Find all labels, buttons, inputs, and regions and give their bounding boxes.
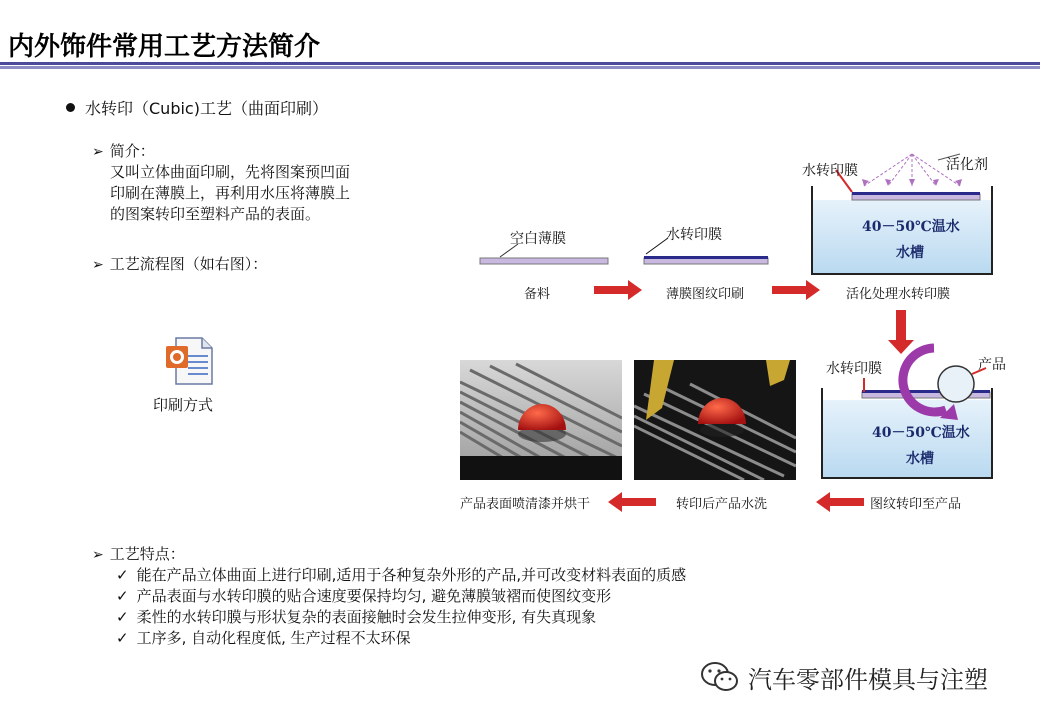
blank-film <box>480 258 608 264</box>
printed-film-leader <box>646 238 668 254</box>
tank1-temperature: 40－50℃温水 <box>862 219 960 235</box>
tank1-name: 水槽 <box>896 245 924 261</box>
intro-text <box>110 162 350 225</box>
bullet-icon <box>66 103 75 112</box>
arrow-step2-to-step3 <box>772 280 820 300</box>
arrow-step5-to-step6 <box>608 492 656 512</box>
blank-film-label: 空白薄膜 <box>510 231 566 247</box>
feature-text: 工序多, 自动化程度低, 生产过程不太环保 <box>136 629 411 647</box>
product-label: 产品 <box>978 357 1006 373</box>
check-icon: ✓ <box>116 587 129 605</box>
page-title: 内外饰件常用工艺方法简介 <box>8 32 321 62</box>
transfer-film-label: 水转印膜 <box>826 361 882 377</box>
step-label: 图纹转印至产品 <box>870 497 962 512</box>
watermark-text: 汽车零部件模具与注塑 <box>748 666 988 694</box>
step-label: 产品表面喷清漆并烘干 <box>460 497 591 512</box>
embedded-file-label[interactable]: 印刷方式 <box>153 396 214 414</box>
arrow-step3-to-step4 <box>888 310 914 354</box>
printed-film-label: 水转印膜 <box>666 227 722 243</box>
arrowhead-bullet-icon: ➢ <box>92 144 104 160</box>
product-washing-photo <box>634 360 796 480</box>
activation-film-label: 水转印膜 <box>802 163 858 179</box>
activator-label: 活化剂 <box>946 157 988 173</box>
wechat-logo-icon <box>700 660 740 694</box>
section-heading <box>66 96 328 119</box>
step-label: 薄膜图纹印刷 <box>666 287 745 302</box>
feature-item <box>116 628 686 649</box>
tank2-name: 水槽 <box>906 451 934 467</box>
features-heading-text: 工艺特点： <box>109 545 185 563</box>
check-icon: ✓ <box>116 608 129 626</box>
check-icon: ✓ <box>116 566 129 584</box>
section-heading-text: 水转印（Cubic)工艺（曲面印刷） <box>85 99 328 118</box>
intro-heading <box>92 140 155 161</box>
feature-text: 产品表面与水转印膜的贴合速度要保持均匀, 避免薄膜皱褶而使图纹变形 <box>136 587 612 605</box>
intro-line: 又叫立体曲面印刷，先将图案预凹面 <box>110 163 351 181</box>
flow-heading-text: 工艺流程图（如右图）： <box>109 255 268 273</box>
activator-drops <box>862 179 962 186</box>
intro-line: 的图案转印至塑料产品的表面。 <box>110 205 321 223</box>
feature-text: 能在产品立体曲面上进行印刷,适用于各种复杂外形的产品,并可改变材料表面的质感 <box>136 566 687 584</box>
product-on-conveyor-photo <box>460 360 622 480</box>
features-heading <box>92 543 185 564</box>
step-label: 活化处理水转印膜 <box>846 287 951 302</box>
flow-heading <box>92 253 267 274</box>
feature-text: 柔性的水转印膜与形状复杂的表面接触时会发生拉伸变形, 有失真现象 <box>136 608 597 626</box>
feature-item <box>116 565 686 586</box>
features-list <box>116 565 686 649</box>
embedded-ppt-file-icon[interactable] <box>164 336 216 386</box>
check-icon: ✓ <box>116 629 129 647</box>
printed-pattern-layer <box>644 256 768 259</box>
feature-item <box>116 607 686 628</box>
arrowhead-bullet-icon: ➢ <box>92 257 104 273</box>
arrow-step1-to-step2 <box>594 280 642 300</box>
intro-line: 印刷在薄膜上，再利用水压将薄膜上 <box>110 184 351 202</box>
arrow-step4-to-step5 <box>816 492 864 512</box>
tank2-temperature: 40－50℃温水 <box>872 425 970 441</box>
step-label: 转印后产品水洗 <box>676 497 768 512</box>
intro-heading-text: 简介： <box>109 142 155 160</box>
step-label: 备料 <box>524 287 551 302</box>
title-underline <box>0 62 1040 70</box>
feature-item <box>116 586 686 607</box>
arrowhead-bullet-icon: ➢ <box>92 547 104 563</box>
